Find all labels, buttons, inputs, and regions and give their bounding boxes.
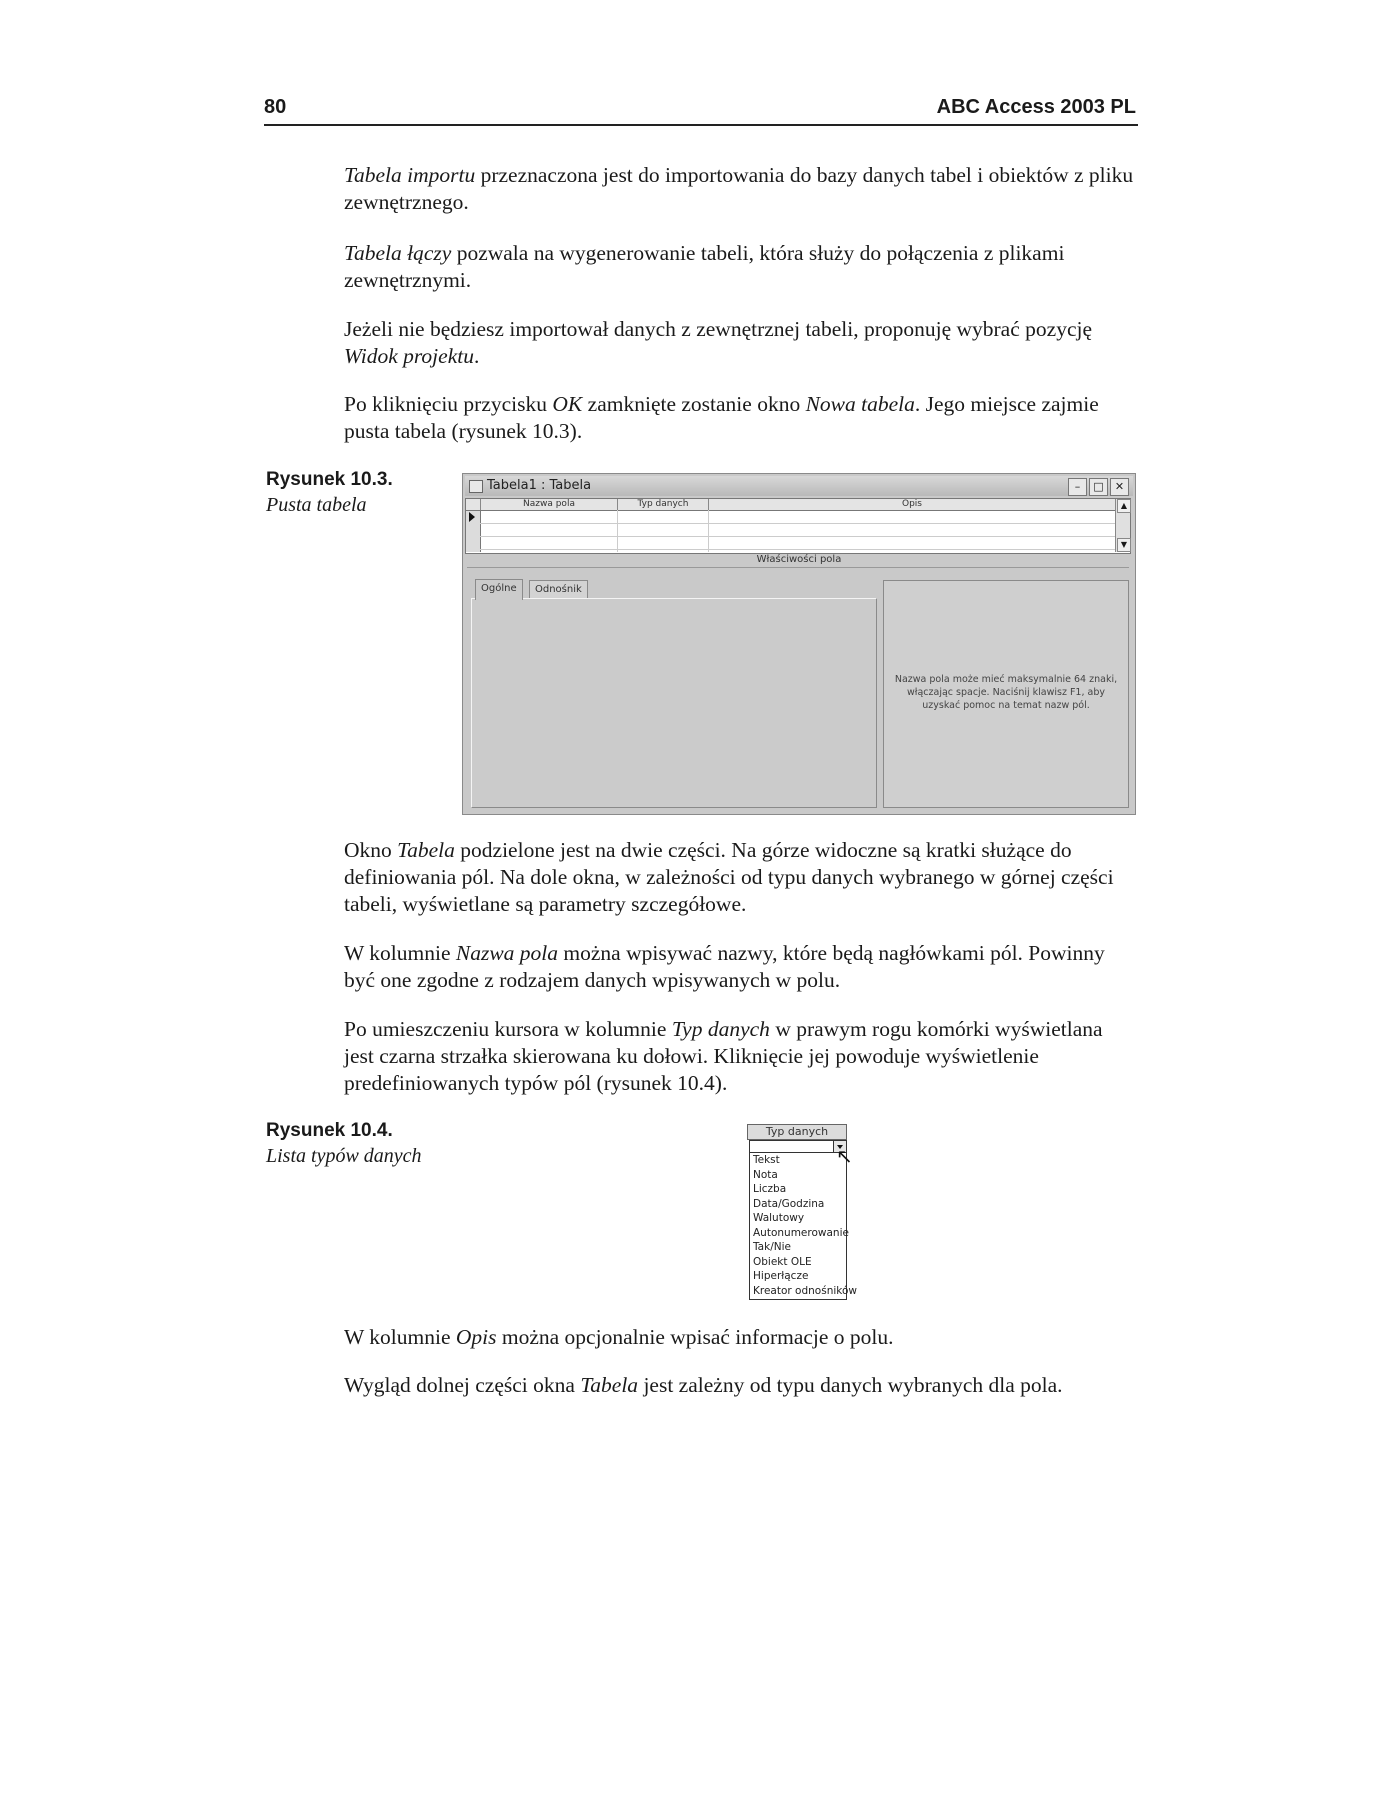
tab-lookup[interactable]: Odnośnik (529, 580, 588, 600)
paragraph-text: Po umieszczeniu kursora w kolumnie (344, 1017, 672, 1041)
header-rule (264, 124, 1138, 126)
list-item[interactable]: Tekst (753, 1154, 780, 1166)
window-titlebar[interactable] (465, 476, 1133, 496)
current-row-arrow-icon (469, 512, 475, 522)
book-title: ABC Access 2003 PL (936, 96, 1136, 118)
paragraph-link-table (344, 240, 1136, 294)
row-selector-header (466, 499, 481, 510)
term: Widok projektu (344, 344, 474, 368)
paragraph-text: Po kliknięciu przycisku (344, 392, 553, 416)
tab-general[interactable]: Ogólne (475, 579, 523, 600)
list-item[interactable]: Autonumerowanie (753, 1226, 849, 1239)
paragraph-text: w prawym rogu komórki wyświetlana jest czarna strzałka skierowana ku dołowi. Kliknięcie jej powoduje wyświetlenie predefiniowanych typów pól (rysunek 10.4). (344, 1017, 1103, 1095)
row-selector[interactable] (466, 511, 481, 552)
help-panel (883, 580, 1129, 808)
column-divider (708, 510, 709, 552)
paragraph-ok-button (344, 391, 1136, 445)
list-item[interactable]: Tak/Nie (753, 1241, 791, 1253)
column-divider (617, 510, 618, 552)
paragraph-text: W kolumnie (344, 1325, 456, 1349)
list-item[interactable]: Nota (753, 1168, 778, 1181)
table-design-window (462, 473, 1136, 815)
term: Tabela (580, 1373, 639, 1397)
term: Opis (455, 1325, 497, 1349)
paragraph-design-view (344, 316, 1136, 370)
vertical-scrollbar[interactable] (1115, 499, 1130, 552)
maximize-button[interactable]: □ (1089, 478, 1108, 496)
term: Nazwa pola (455, 941, 559, 965)
paragraph-text: jest zależny od typu danych wybranych dla pola. (638, 1373, 1063, 1397)
window-title: Tabela1 : Tabela (487, 478, 592, 493)
column-header-field-name[interactable]: Nazwa pola (481, 499, 618, 510)
figure-caption-10-4 (266, 1118, 446, 1168)
term: Tabela (397, 838, 455, 862)
paragraph-text: . (473, 344, 480, 368)
grid-header (466, 499, 1130, 511)
paragraph-text: można wpisywać nazwy, które będą nagłówkami pól. Powinny być one zgodne z rodzajem danych wpisywanych w polu. (344, 941, 1105, 992)
figure-caption-10-3 (266, 467, 446, 517)
paragraph-table-window (344, 837, 1136, 918)
scroll-up-icon[interactable]: ▲ (1117, 499, 1131, 513)
page-number: 80 (264, 96, 287, 118)
term: Tabela importu (344, 163, 476, 187)
field-row[interactable] (480, 537, 1116, 550)
scroll-down-icon[interactable]: ▼ (1117, 538, 1131, 552)
properties-panel (471, 598, 877, 808)
paragraph-data-type-column (344, 1016, 1136, 1097)
paragraph-text: Wygląd dolnej części okna (344, 1373, 581, 1397)
paragraph-lower-section (344, 1372, 1136, 1399)
figure-title: Pusta tabela (266, 494, 367, 516)
term: Nowa tabela (805, 392, 915, 416)
paragraph-text: W kolumnie (344, 941, 456, 965)
table-icon (469, 480, 483, 493)
paragraph-text: Jeżeli nie będziesz importował danych z zewnętrznej tabeli, proponuję wybrać pozycję (344, 317, 1092, 341)
mouse-pointer-icon: ↖ (836, 1144, 853, 1168)
properties-divider (467, 567, 1129, 568)
paragraph-description-column (344, 1324, 1136, 1351)
paragraph-text: można opcjonalnie wpisać informacje o polu. (496, 1325, 894, 1349)
field-grid (465, 498, 1131, 554)
list-item[interactable]: Kreator odnośników (753, 1284, 857, 1297)
term: OK (552, 392, 583, 416)
column-header-description[interactable]: Opis (902, 499, 922, 509)
list-item[interactable]: Obiekt OLE (753, 1255, 812, 1268)
paragraph-text: Okno (344, 838, 398, 862)
paragraph-text: zamknięte zostanie okno (582, 392, 806, 416)
paragraph-text: podzielone jest na dwie części. Na górze widoczne są kratki służące do definiowania pól. Na dole okna, w zależności od typu danych wybranego w górnej części tabeli, wyświetlane są parametry szczegółowe. (344, 838, 1114, 916)
list-item[interactable]: Hiperłącze (753, 1270, 809, 1282)
close-button[interactable]: ✕ (1110, 478, 1129, 496)
field-row[interactable] (480, 511, 1116, 524)
paragraph-text: przeznaczona jest do importowania do bazy danych tabel i obiektów z pliku zewnętrznego. (344, 163, 1134, 214)
page-header (264, 96, 1136, 124)
field-properties-label: Właściwości pola (756, 554, 842, 565)
help-text: Nazwa pola może mieć maksymalnie 64 znaki, włączając spacje. Naciśnij klawisz F1, aby uzyskać pomoc na temat nazw pól. (894, 674, 1118, 711)
data-type-list[interactable] (749, 1152, 857, 1300)
list-item[interactable]: Walutowy (753, 1212, 805, 1224)
paragraph-text: . Jego miejsce zajmie pusta tabela (rysunek 10.3). (344, 392, 1099, 443)
field-row[interactable] (480, 524, 1116, 537)
paragraph-field-name-column (344, 940, 1136, 994)
column-header-data-type[interactable]: Typ danych (618, 499, 709, 510)
list-item[interactable]: Liczba (753, 1183, 787, 1195)
data-type-column-header[interactable]: Typ danych (747, 1124, 847, 1140)
figure-number: Rysunek 10.4. (266, 1120, 393, 1141)
term: Tabela łączy (344, 241, 452, 265)
list-item[interactable]: Data/Godzina (753, 1197, 825, 1210)
figure-title: Lista typów danych (266, 1145, 422, 1167)
figure-number: Rysunek 10.3. (266, 469, 393, 490)
paragraph-import-table (344, 162, 1136, 216)
minimize-button[interactable]: – (1068, 478, 1087, 496)
paragraph-text: pozwala na wygenerowanie tabeli, która służy do połączenia z plikami zewnętrznymi. (344, 241, 1065, 292)
term: Typ danych (671, 1017, 770, 1041)
